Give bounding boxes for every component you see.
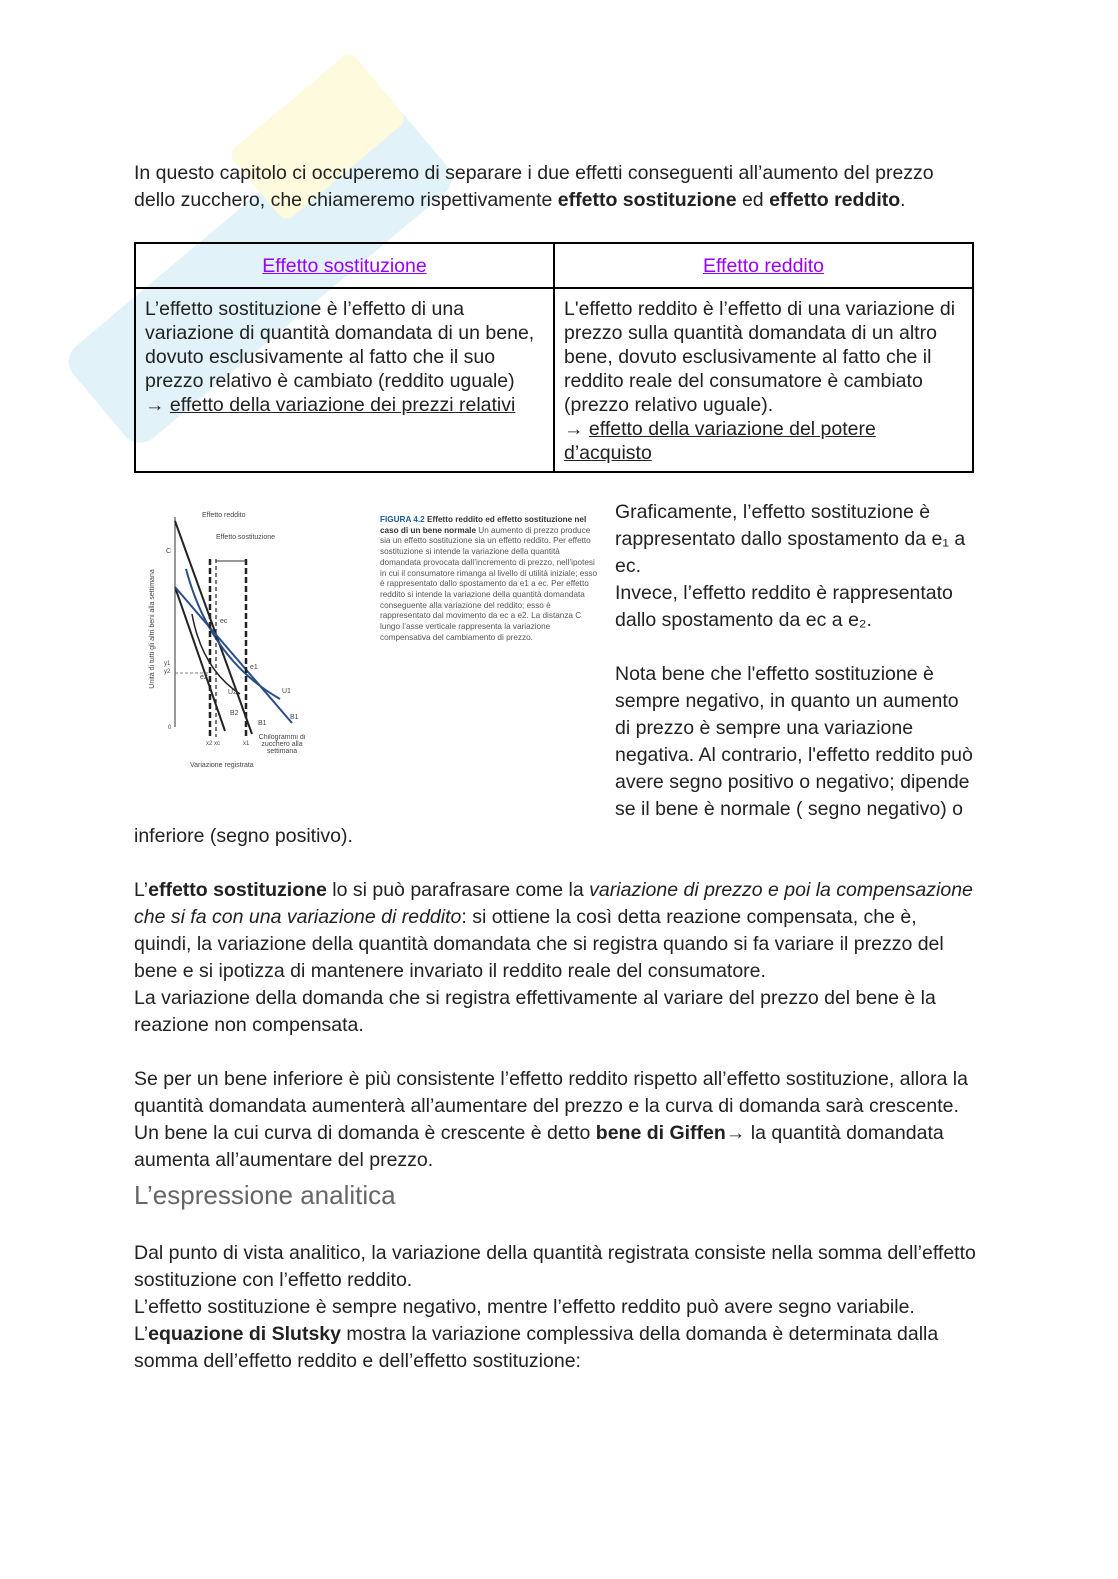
para-non-compensata: La variazione della domanda che si registra effettivamente al variare del prezzo del bene è la reazione non compensata. <box>134 987 936 1036</box>
svg-text:U1: U1 <box>282 688 291 695</box>
svg-text:y2: y2 <box>164 669 171 675</box>
link-effetto-reddito[interactable]: Effetto reddito <box>702 255 825 277</box>
svg-text:x2: x2 <box>206 741 213 747</box>
svg-text:U2: U2 <box>228 689 237 696</box>
x-axis-label: Chilogrammi di zucchero alla settimana <box>258 734 306 755</box>
graf-p1: Graficamente, l’effetto sostituzione è rappresentato dallo spostamento da e₁ a eᴄ. <box>615 501 966 577</box>
para-analitico-1: Dal punto di vista analitico, la variazione della quantità registrata consiste nella somma dell’effetto sostituzione con l’effetto reddito. <box>134 1242 976 1291</box>
para-sostituzione: L’effetto sostituzione lo si può parafrasare come la variazione di prezzo e poi la compensazione che si fa con una variazione di reddito: si ottiene la così detta reazione compensata, che è, quindi, la variazione della quantità domandata che si registra quando si fa variare il prezzo del bene e si ipotizza di mantenere invariato il reddito reale del consumatore. <box>134 879 973 982</box>
income-substitution-graph <box>140 509 320 779</box>
svg-text:B1: B1 <box>258 720 267 727</box>
para-slutsky: L’equazione di Slutsky mostra la variazione complessiva della domanda è determinata dalla somma dell’effetto reddito e dell’effetto sostituzione: <box>134 1323 939 1372</box>
svg-text:Effetto reddito: Effetto reddito <box>202 512 246 519</box>
cell-sostituzione: L’effetto sostituzione è l’effetto di una variazione di quantità domandata di un bene, dovuto esclusivamente al fatto che il suo prezzo relativo è cambiato (reddito uguale) → effetto della variazione dei prezzi relativi <box>135 288 554 472</box>
svg-text:Unità di tutti gli altri beni: Unità di tutti gli altri beni alla settimana <box>149 569 156 689</box>
graf-p2: Invece, l’effetto reddito è rappresentato dallo spostamento da eᴄ a e₂. <box>615 582 953 631</box>
cell-reddito: L'effetto reddito è l’effetto di una variazione di prezzo sulla quantità domandata di un altro bene, dovuto esclusivamente al fatto che il reddito reale del consumatore è cambiato (prezzo relativo uguale). → effetto della variazione del potere d’acquisto <box>554 288 973 472</box>
para-analitico-2: L’effetto sostituzione è sempre negativo, mentre l’effetto reddito può avere segno variabile. <box>134 1296 915 1318</box>
svg-text:e2: e2 <box>200 674 208 681</box>
svg-text:B2: B2 <box>230 710 239 717</box>
svg-text:C: C <box>166 548 172 555</box>
link-effetto-sostituzione[interactable]: Effetto sostituzione <box>262 255 427 277</box>
figure-caption: FIGURA 4.2 Effetto reddito ed effetto sostituzione nel caso di un bene normale Un aumento di prezzo produce sia un effetto sostituzione sia un effetto reddito. Per effetto sostituzione si intende la variazione della quantità domandata provocata dall’incremento di prezzo, nell’ipotesi in cui il consumatore rimanga al livello di utilità iniziale; esso è rappresentato dallo spostamento da e1 a ec. Per effetto reddito si intende la variazione della quantità domandata conseguente alla variazione del reddito; esso è rappresentato dal movimento da ec a e2. La distanza C lungo l’asse verticale rappresenta la variazione compensativa del cambiamento di prezzo. <box>380 515 598 642</box>
svg-text:ec: ec <box>220 618 228 625</box>
section-heading: L’espressione analitica <box>134 1180 396 1210</box>
graf-p3: Nota bene che l'effetto sostituzione è sempre negativo, in quanto un aumento di prezzo è sempre una variazione negativa. Al contrario, l'effetto reddito può avere segno positivo o negativo; dipende se il bene è normale ( segno negativo) o inferiore (segno positivo). <box>134 663 973 847</box>
svg-text:y1: y1 <box>164 661 171 667</box>
effects-table <box>134 242 974 473</box>
svg-text:B1: B1 <box>290 714 299 721</box>
para-giffen: Se per un bene inferiore è più consistente l’effetto reddito rispetto all’effetto sostituzione, allora la quantità domandata aumenterà all’aumentare del prezzo e la curva di domanda sarà crescente. Un bene la cui curva di domanda è crescente è detto bene di Giffen→ la quantità domandata aumenta all’aumentare del prezzo. <box>134 1068 968 1171</box>
svg-text:e1: e1 <box>250 664 258 671</box>
svg-text:Variazione registrata: Variazione registrata <box>190 762 254 769</box>
svg-text:Effetto sostituzione: Effetto sostituzione <box>216 534 276 541</box>
svg-text:0: 0 <box>168 725 172 731</box>
figure-4-2 <box>134 501 615 801</box>
svg-text:xc: xc <box>214 741 220 747</box>
intro-paragraph: In questo capitolo ci occuperemo di separare i due effetti conseguenti all’aumento del prezzo dello zucchero, che chiameremo rispettivamente effetto sostituzione ed effetto reddito. <box>134 162 934 211</box>
svg-text:x1: x1 <box>243 741 250 747</box>
